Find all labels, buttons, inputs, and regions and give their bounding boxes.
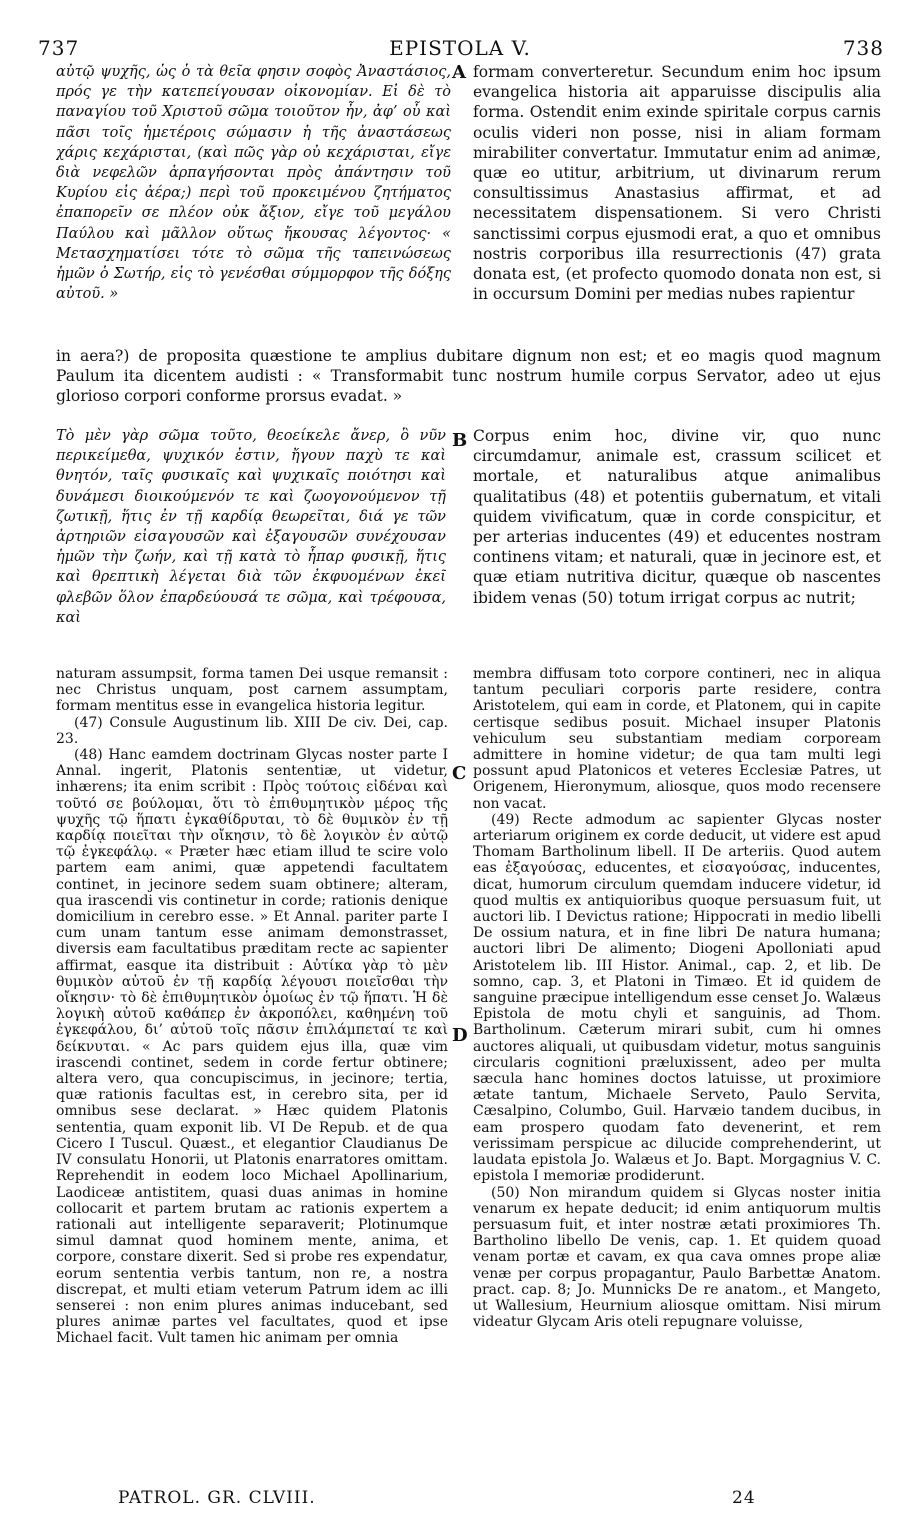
greek-text-top: αὐτῷ ψυχῆς, ὡς ὁ τὰ θεῖα φησιν σοφὸς Ἀναστάσιος, πρός γε τὴν κατεπείγουσαν οἰκονομίαν. Εἰ δὲ τὸ παναγίου τοῦ Χριστοῦ σῶμα τοιοῦτον ἦν, ἀφ’ οὗ καὶ πᾶσι τοῖς ἡμετέροις σώμασιν ἡ τῆς ἀναστάσεως χάρις κεχάρισται, (καὶ πῶς γὰρ οὐ κεχάρισται, εἴγε διὰ νεφελῶν ἁρπαγήσονται πρὸς ἀπάντησιν τοῦ Κυρίου εἰς ἀέρα;) περὶ τοῦ προκειμένου ζητήματος ἐπαπορεῖν σε πλέον οὐκ ἄξιον, εἴγε τοῦ μεγάλου Παύλου καὶ μᾶλλον οὕτως ἤκουσας λέγοντος· « Μετασχηματίσει τότε τὸ σῶμα τῆς ταπεινώσεως ἡμῶν ὁ Σωτήρ, εἰς τὸ γενέσθαι σύμμορφον τῆς δόξης αὐτοῦ. » — [56, 64, 451, 303]
margin-letter-b: B — [452, 430, 468, 451]
greek-text-middle: Τὸ μὲν γὰρ σῶμα τοῦτο, θεοείκελε ἄνερ, ὃ νῦν περικείμεθα, ψυχικόν ἐστιν, ἤγουν παχὺ τε καὶ θνητόν, ταῖς φυσικαῖς καὶ ψυχικαῖς ποιότησι καὶ δυνάμεσι διοικούμενόν τε καὶ ζωογονούμενον τῇ ζωτικῇ, ἥτις ἐν τῇ καρδίᾳ θεωρεῖται, διά γε τῶν ἀρτηριῶν εἰσαγουσῶν καὶ ἐξαγουσῶν συνέχουσαν ἡμῶν τὴν ζωήν, καὶ τῇ κατὰ τὸ ἧπαρ φυσικῇ, ἥτις καὶ θρεπτικὴ λέγεται διὰ τῶν ἐκφυομένων ἐκεῖ φλεβῶν ὅλον ἐπαρδεύουσά τε σῶμα, καὶ τρέφουσα, καὶ — [56, 428, 446, 626]
footer-signature: PATROL. GR. CLVIII. — [118, 1488, 316, 1508]
margin-letter-c: C — [452, 763, 467, 784]
footnote-49: (49) Recte admodum ac sapienter Glycas noster arteriarum originem ex corde deducit, ut videre est apud Thomam Bartholinum libell. II De arteriis. Quod autem eas ἐξαγούσας, educentes, et εἰσαγούσας, inducentes, dicat, humorum circulum quemdam inducere videtur, id quod multis ex antiquioribus quoque persuasum fuit, ut auctori lib. I Devictus ratione; Hippocrati in medio libelli De ossium natura, et in fine libri De natura humana; auctori libri De alimento; Diogeni Apolloniati apud Aristotelem lib. III Histor. Animal., cap. 2, et lib. De somno, cap. 3, et Platoni in Timæo. Et id quidem de sanguine præcipue intelligendum esse censet Jo. Walæus Epistola de motu chyli et sanguinis, ad Thom. Bartholinum. Cæterum mirari subit, cum hi omnes auctores aliquali, ut quibusdam videtur, motus sanguinis circularis cognitioni præluxissent, adeo per multa sæcula hanc homines doctos latuisse, ut proximiore ætate tantum, Michaele Serveto, Paulo Servita, Cæsalpino, Columbo, Guil. Harvæio tandem ducibus, in eam prospero quodam fato devenerint, et rem verissimam perspicue ac dilucide comprehenderint, ut laudata epistola Jo. Walæus et Jo. Bapt. Morgagnius V. C. epistola I memoriæ prodiderunt. — [473, 811, 881, 1185]
page-number-left: 737 — [38, 36, 80, 60]
latin-text-top: formam converteretur. Secundum enim hoc ipsum evangelica historia ait apparuisse discipulis alia forma. Ostendit enim exinde spiritale corpus carnis oculis videri non posse, nisi in aliam formam mirabiliter convertatur. Immutatur enim ad animæ, quæ eo utitur, arbitrium, ut divinarum rerum consultissimus Anastasius affirmat, et ad necessitatem dispensationem. Si vero Christi sanctissimi corpus ejusmodi erat, a quo et omnibus nostris corporibus illa resurrectionis (47) grata donata est, (et profecto quomodo donata non est, si in occursum Domini per medias nubes rapientur — [473, 63, 881, 304]
footnote-50: (50) Non mirandum quidem si Glycas noster initia venarum ex hepate deducit; id enim antiquorum multis persuasum fuit, et inter nostræ ætati proximiores Th. Bartholino libello De venis, cap. 1. Et quidem quoad venam portæ et cavam, ex qua cava omnes prope aliæ venæ per corpus propagantur, Paulo Barbettæ Anatom. pract. cap. 8; Jo. Munnicks De re anatom., et Mangeto, ut Wallesium, Heurnium aliosque omittam. Nisi mirum videatur Glycam Aris oteli repugnare voluisse, — [473, 1184, 881, 1331]
footnote-47: (47) Consule Augustinum lib. XIII De civ. Dei, cap. 23. — [56, 714, 448, 747]
latin-text-full-width: in aera?) de proposita quæstione te amplius dubitare dignum non est; et eo magis quod magnum Paulum ita dicentem audisti : « Transformabit tunc nostrum humile corpus Servator, adeo ut ejus glorioso corpori conforme prorsus evadat. » — [56, 347, 881, 406]
page-number-right: 738 — [842, 36, 884, 60]
footnotes-right-column — [473, 666, 881, 1478]
footnotes-left-column — [56, 666, 448, 1478]
footnote-48-continuation: membra diffusam toto corpore contineri, nec in aliqua tantum peculiari corporis parte residere, contra Aristotelem, qui eam in corde, et Platonem, qui in capite certisque sedibus posuit. Michael insuper Platonis vehiculum seu substantiam mediam corpoream admittere in homine videtur; de qua tam multi legi possunt apud Platonicos et veteres Ecclesiæ Patres, ut Origenem, Hieronymum, aliosque, quos modo recensere non vacat. — [473, 666, 881, 812]
margin-letter-d: D — [452, 1025, 468, 1046]
footnote-48: (48) Hanc eamdem doctrinam Glycas noster parte I Annal. ingerit, Platonis sententiæ, ut videtur, inhærens; ita enim scribit : Πρὸς τούτοις εἰδέναι καὶ τοῦτό σε βούλομαι, ὅτι τὸ ἐπιθυμητικὸν μέρος τῆς ψυχῆς τῷ ἥπατι ἐγκαθίδρυται, τὸ δὲ θυμικὸν ἐν τῇ καρδίᾳ ποιεῖται τὴν οἴκησιν, τὸ δὲ λογικὸν ἐν αὐτῷ τῷ ἐγκεφάλῳ. « Præter hæc etiam illud te scire volo partem eam animi, quæ appetendi facultatem continet, in jecinore sedem suam obtinere; alteram, qua irascendi vis continetur in corde; rationis denique domicilium in cerebro esse. » Et Annal. pariter parte I cum unam tantum esse animam demonstrasset, diversis eam facultatibus præditam recte ac sapienter affirmat, easque ita distribuit : Αὐτίκα γὰρ τὸ μὲν θυμικὸν αὐτοῦ ἐν τῇ καρδίᾳ λέγουσι ποιεῖσθαι τὴν οἴκησιν· τὸ δὲ ἐπιθυμητικὸν ὁμοίως ἐν τῷ ἥπατι. Ἡ δὲ λογικὴ αὐτοῦ καθάπερ ἐν ἀκροπόλει, καθημένη τοῦ ἐγκεφάλου, δι’ αὐτοῦ τοῖς πᾶσιν ἐπιλάμπεταί τε καὶ δείκνυται. « Ac pars quidem ejus illa, quæ vim irascendi continet, sedem in corde fertur obtinere; altera vero, qua concupiscimus, in jecinore; tertia, quæ rationis facultas est, in cerebro sita, per id omnibus sese declarat. » Hæc quidem Platonis sententia, quam exponit lib. VI De Repub. et de qua Cicero I Tuscul. Quæst., et elegantior Claudianus De IV consulatu Honorii, ut Platonis enarratores omittam. Reprehendit in eodem loco Michael Apollinarium, Laodiceæ antistitem, quasi duas animas in homine collocarit et partem brutam ac rationis expertem a rationali aut intelligente separaverit; Plotinumque simul damnat quod hominem mente, anima, et corpore, constare dixerit. Sed si probe res expendatur, eorum sententia verbis tantum, non re, a nostra discrepat, et multi etiam veterum Patrum idem ac illi senserei : non enim plures animas inducebant, sed plures animæ partes vel facultates, quod et ipse Michael facit. Vult tamen hic animam per omnia — [56, 747, 448, 1347]
footer-sheet-number: 24 — [732, 1488, 756, 1508]
margin-letter-a: A — [452, 62, 466, 83]
footnote-continuation: naturam assumpsit, forma tamen Dei usque remansit : nec Christus unquam, post carnem assumptam, formam mentitus esse in evangelica historia legitur. — [56, 666, 448, 715]
latin-text-middle: Corpus enim hoc, divine vir, quo nunc circumdamur, animale est, crassum scilicet et mortale, et naturalibus atque animalibus qualitatibus (48) et potentiis gubernatum, et vitali quidem vivificatum, quæ in corde conspicitur, et per arterias inducentes (49) et educentes nostram continens vitam; et naturali, quæ in jecinore est, et quæ etiam nutritiva dicitur, quæque ob nascentes ibidem venas (50) totum irrigat corpus ac nutrit; — [473, 427, 881, 607]
page-title: EPISTOLA V. — [389, 36, 531, 60]
